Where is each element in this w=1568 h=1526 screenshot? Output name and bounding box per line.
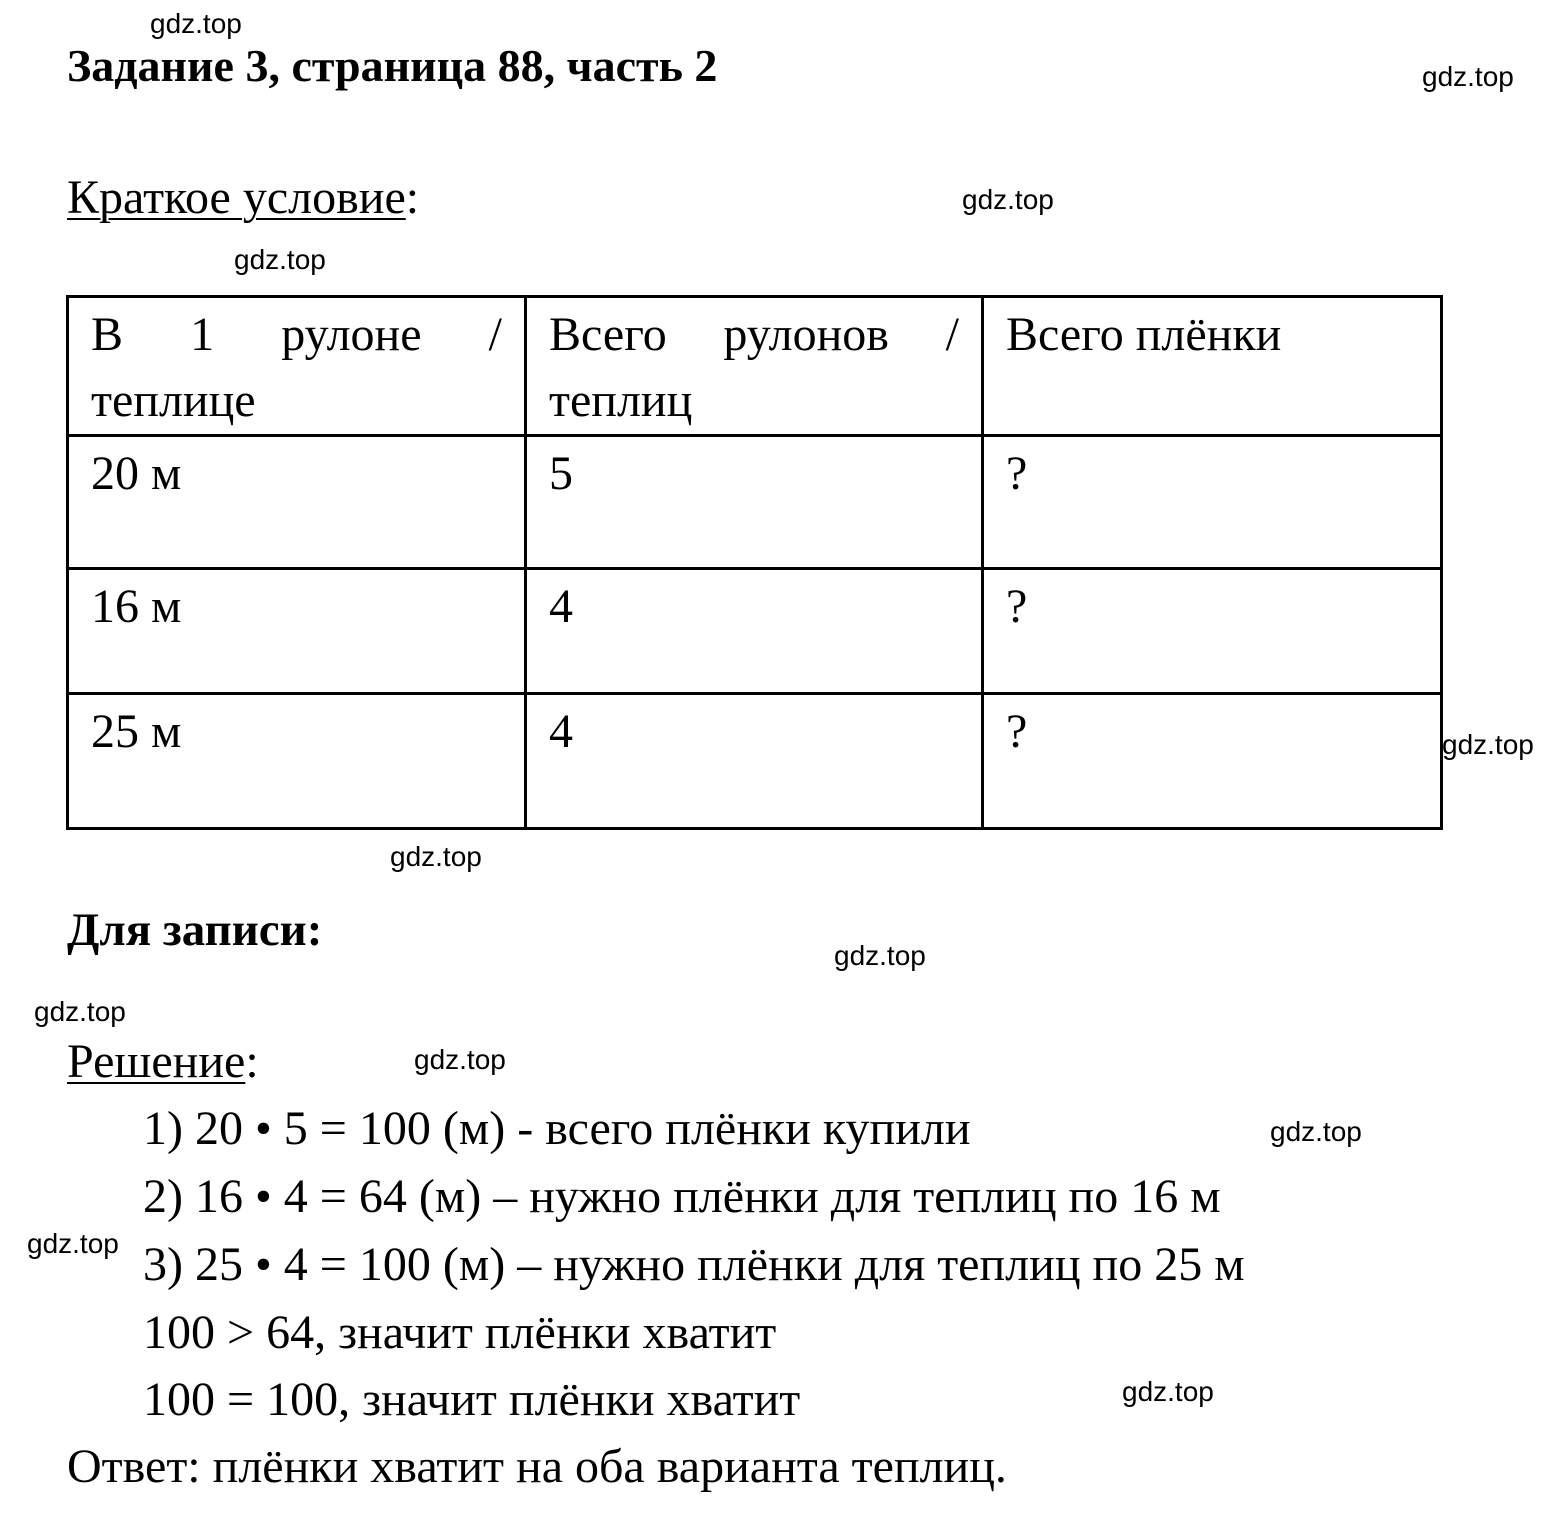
solution-step: 100 = 100, значит плёнки хватит (143, 1373, 801, 1426)
watermark: gdz.top (1422, 61, 1514, 92)
watermark: gdz.top (1442, 729, 1534, 760)
watermark: gdz.top (34, 996, 126, 1027)
watermark: gdz.top (234, 244, 326, 275)
watermark: gdz.top (1270, 1116, 1362, 1147)
table-header-cell: Всего рулонов / теплиц (526, 297, 983, 436)
table-cell: ? (983, 436, 1442, 569)
table-cell: 20 м (68, 436, 526, 569)
solution-step: 3) 25 • 4 = 100 (м) – нужно плёнки для теплиц по 25 м (143, 1238, 1245, 1291)
table-cell: 5 (526, 436, 983, 569)
watermark: gdz.top (390, 841, 482, 872)
solution-step: 1) 20 • 5 = 100 (м) - всего плёнки купили (143, 1102, 971, 1155)
watermark: gdz.top (150, 8, 242, 39)
solution-step: 2) 16 • 4 = 64 (м) – нужно плёнки для теплиц по 16 м (143, 1170, 1221, 1223)
table-cell: 4 (526, 694, 983, 829)
table-header-row (68, 297, 1442, 436)
table-cell: ? (983, 694, 1442, 829)
watermark: gdz.top (27, 1228, 119, 1259)
answer-line: Ответ: плёнки хватит на оба варианта теплиц. (67, 1440, 1007, 1493)
page-title: Задание 3, страница 88, часть 2 (67, 40, 718, 91)
table-cell: 25 м (68, 694, 526, 829)
watermark: gdz.top (414, 1044, 506, 1075)
condition-heading (67, 170, 419, 226)
table-cell: 16 м (68, 569, 526, 694)
table-header-cell: В 1 рулоне / теплице (68, 297, 526, 436)
table-row (68, 569, 1442, 694)
table-header-cell: Всего плёнки (983, 297, 1442, 436)
solution-heading (67, 1034, 259, 1090)
condition-heading-text: Краткое условие (67, 171, 406, 224)
watermark: gdz.top (834, 940, 926, 971)
table-row (68, 436, 1442, 569)
solution-step: 100 > 64, значит плёнки хватит (143, 1306, 777, 1359)
table-cell: 4 (526, 569, 983, 694)
record-heading: Для записи: (67, 904, 323, 956)
solution-heading-colon: : (245, 1035, 259, 1088)
table-cell: ? (983, 569, 1442, 694)
condition-heading-colon: : (405, 171, 420, 224)
watermark: gdz.top (1122, 1376, 1214, 1407)
watermark: gdz.top (962, 184, 1054, 215)
table-row (68, 694, 1442, 829)
solution-heading-text: Решение (67, 1035, 246, 1088)
condition-table (66, 295, 1443, 830)
